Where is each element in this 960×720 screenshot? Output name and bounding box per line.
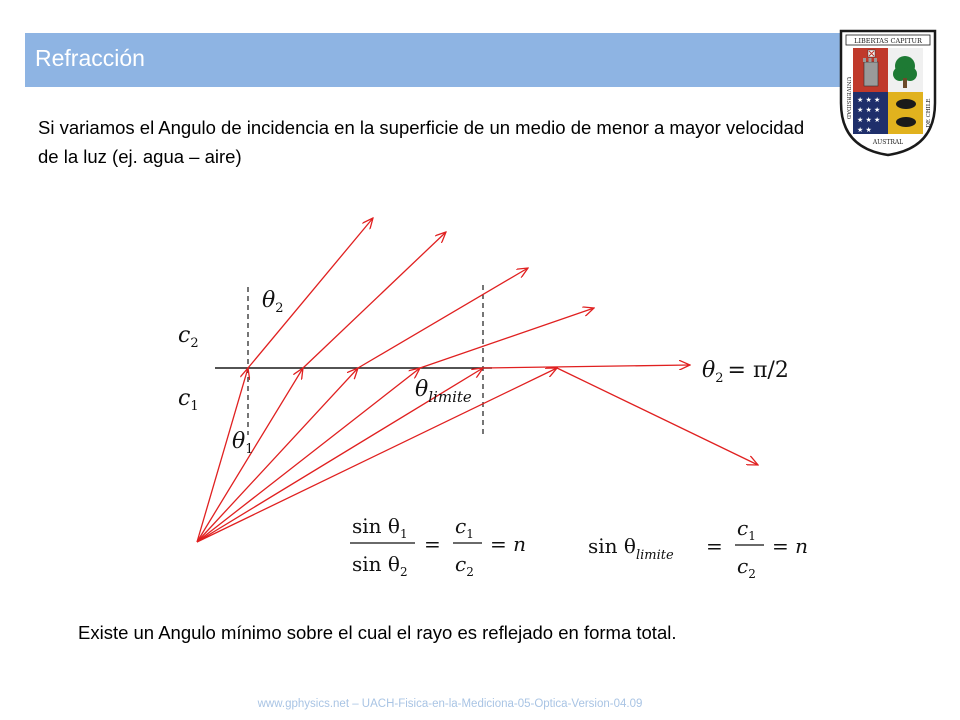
eq1-equals: = xyxy=(424,532,441,556)
refracted-ray-2 xyxy=(303,232,446,368)
eq1-frac-numerator: $c_1$ xyxy=(455,514,474,541)
theta2-label: $\theta_2$ xyxy=(262,288,284,316)
svg-text:★ ★ ★: ★ ★ ★ xyxy=(857,106,881,114)
theta2-pi-half-label: $\theta_2 = \pi/2$ xyxy=(702,358,789,386)
logo-right-text: DE CHILE xyxy=(926,98,932,128)
logo-motto: LIBERTAS CAPITUR xyxy=(854,37,922,45)
medium-1-label: $c_1$ xyxy=(178,386,199,414)
eq1-n: = n xyxy=(490,532,526,556)
intro-text: Si variamos el Angulo de incidencia en la superficie de un medio de menor a mayor velocidad de la luz (ej. agua – aire) xyxy=(38,117,805,167)
slide-title: Refracción xyxy=(35,45,145,71)
eq2-equals: = xyxy=(706,534,723,558)
footer-text: www.gphysics.net – UACH-Fisica-en-la-Mediciona-05-Optica-Version-04.09 xyxy=(257,698,643,710)
svg-text:★ ★ ★: ★ ★ ★ xyxy=(857,116,881,124)
eq1-denominator: $\sin \theta_2$ xyxy=(352,552,408,579)
medium-2-label: $c_2$ xyxy=(178,323,199,351)
conclusion-text: Existe un Angulo mínimo sobre el cual el rayo es reflejado en forma total. xyxy=(78,622,677,643)
eq2-n: = n xyxy=(772,534,808,558)
refracted-ray-4 xyxy=(420,308,594,368)
eq2-sin: $\sin \theta_{limite}$ xyxy=(588,534,674,563)
svg-text:★ ★ ★: ★ ★ ★ xyxy=(857,96,881,104)
incident-ray-3 xyxy=(197,368,358,542)
logo-bottom-text: AUSTRAL xyxy=(872,139,904,146)
eq2-frac-denominator: $c_2$ xyxy=(737,554,756,581)
refracted-ray-3 xyxy=(358,268,528,368)
theta1-label: $\theta_1$ xyxy=(232,429,254,457)
eq1-numerator: $\sin \theta_1$ xyxy=(352,514,408,541)
svg-text:★ ★: ★ ★ xyxy=(857,126,872,134)
eq1-frac-denominator: $c_2$ xyxy=(455,552,474,579)
theta-limit-label: $\theta_{limite}$ xyxy=(415,377,472,406)
critical-angle-equation xyxy=(588,516,808,581)
refracted-ray-grazing xyxy=(483,365,690,368)
eq2-frac-numerator: $c_1$ xyxy=(737,516,756,543)
logo-left-text: UNIVERSIDAD xyxy=(845,76,851,120)
snell-equation xyxy=(350,514,526,579)
